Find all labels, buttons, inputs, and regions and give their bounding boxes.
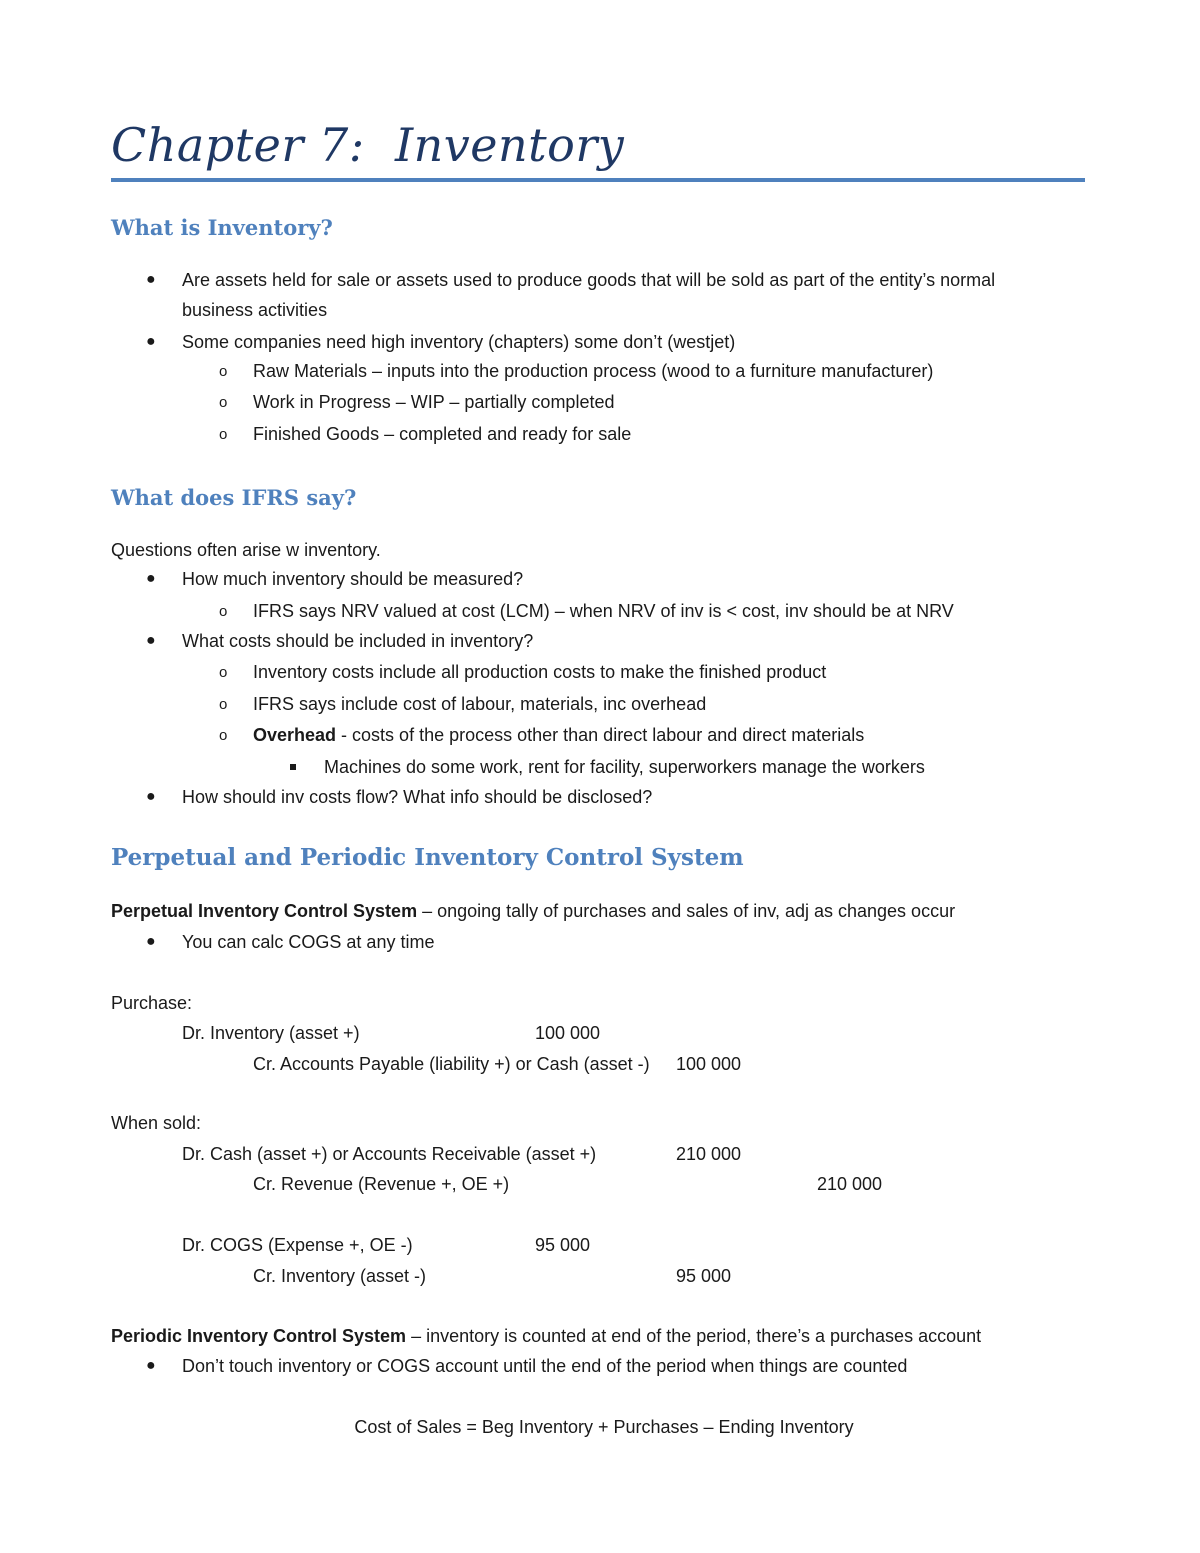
- journal-credit: Cr. Inventory (asset -): [253, 1266, 427, 1286]
- sub-list-item: Inventory costs include all production costs to make the finished product: [253, 662, 827, 682]
- paragraph-perpetual: [111, 902, 955, 920]
- perpetual-term: Perpetual Inventory Control System: [111, 901, 418, 921]
- journal-debit: Dr. Inventory (asset +): [182, 1023, 360, 1043]
- journal-credit: Cr. Accounts Payable (liability +) or Cash (asset -): [253, 1054, 650, 1074]
- sub-list-item: [253, 726, 864, 744]
- journal-credit-amount: 210 000: [817, 1174, 883, 1194]
- bullet-dot: ●: [146, 1357, 156, 1374]
- list-item-continued: business activities: [182, 300, 328, 320]
- sub-bullet-circle: o: [219, 426, 228, 443]
- heading-what-does-ifrs-say: What does IFRS say?: [111, 485, 357, 510]
- journal-credit-amount: 100 000: [676, 1054, 742, 1074]
- journal-debit-amount: 210 000: [676, 1144, 742, 1164]
- sub-list-item: IFRS says NRV valued at cost (LCM) – when NRV of inv is < cost, inv should be at NRV: [253, 601, 954, 621]
- overhead-definition: - costs of the process other than direct labour and direct materials: [336, 725, 865, 745]
- bullet-dot: ●: [146, 271, 156, 288]
- cost-of-sales-formula: Cost of Sales = Beg Inventory + Purchases – Ending Inventory: [354, 1417, 854, 1437]
- chapter-title: Inventory: [395, 118, 625, 172]
- list-item: How much inventory should be measured?: [182, 569, 524, 589]
- bullet-dot: ●: [146, 632, 156, 649]
- sub-list-item: IFRS says include cost of labour, materials, inc overhead: [253, 694, 707, 714]
- paragraph-periodic: [111, 1327, 981, 1345]
- sub-bullet-circle: o: [219, 727, 228, 744]
- overhead-term: Overhead: [253, 725, 337, 745]
- sub-sub-bullet-square: [290, 764, 296, 770]
- list-item: How should inv costs flow? What info should be disclosed?: [182, 787, 653, 807]
- list-item: What costs should be included in inventory?: [182, 631, 534, 651]
- sub-list-item: Work in Progress – WIP – partially completed: [253, 392, 615, 412]
- heading-perpetual-periodic: Perpetual and Periodic Inventory Control System: [111, 844, 744, 871]
- bullet-dot: ●: [146, 788, 156, 805]
- paragraph: Questions often arise w inventory.: [111, 540, 381, 560]
- sub-bullet-circle: o: [219, 363, 228, 380]
- journal-debit: Dr. COGS (Expense +, OE -): [182, 1235, 413, 1255]
- journal-debit-amount: 95 000: [535, 1235, 591, 1255]
- sub-bullet-circle: o: [219, 394, 228, 411]
- chapter-label: Chapter 7:: [111, 118, 365, 172]
- sub-bullet-circle: o: [219, 603, 228, 620]
- journal-debit-amount: 100 000: [535, 1023, 601, 1043]
- bullet-dot: ●: [146, 570, 156, 587]
- perpetual-definition: – ongoing tally of purchases and sales of inv, adj as changes occur: [417, 901, 956, 921]
- journal-credit-amount: 95 000: [676, 1266, 732, 1286]
- list-item: You can calc COGS at any time: [182, 932, 435, 952]
- sub-bullet-circle: o: [219, 696, 228, 713]
- sub-sub-list-item: Machines do some work, rent for facility, superworkers manage the workers: [324, 757, 925, 777]
- sub-list-item: Raw Materials – inputs into the production process (wood to a furniture manufacturer): [253, 361, 934, 381]
- list-item: Are assets held for sale or assets used to produce goods that will be sold as part of the entity’s normal: [182, 270, 996, 290]
- journal-credit: Cr. Revenue (Revenue +, OE +): [253, 1174, 510, 1194]
- heading-what-is-inventory: What is Inventory?: [111, 215, 333, 240]
- periodic-term: Periodic Inventory Control System: [111, 1326, 407, 1346]
- sub-bullet-circle: o: [219, 664, 228, 681]
- list-item: Don’t touch inventory or COGS account until the end of the period when things are counted: [182, 1356, 908, 1376]
- when-sold-label: When sold:: [111, 1113, 202, 1133]
- title-underline: [111, 178, 1085, 182]
- periodic-definition: – inventory is counted at end of the period, there’s a purchases account: [406, 1326, 982, 1346]
- journal-debit: Dr. Cash (asset +) or Accounts Receivable (asset +): [182, 1144, 597, 1164]
- list-item: Some companies need high inventory (chapters) some don’t (westjet): [182, 332, 736, 352]
- purchase-label: Purchase:: [111, 993, 193, 1013]
- bullet-dot: ●: [146, 933, 156, 950]
- sub-list-item: Finished Goods – completed and ready for sale: [253, 424, 632, 444]
- bullet-dot: ●: [146, 333, 156, 350]
